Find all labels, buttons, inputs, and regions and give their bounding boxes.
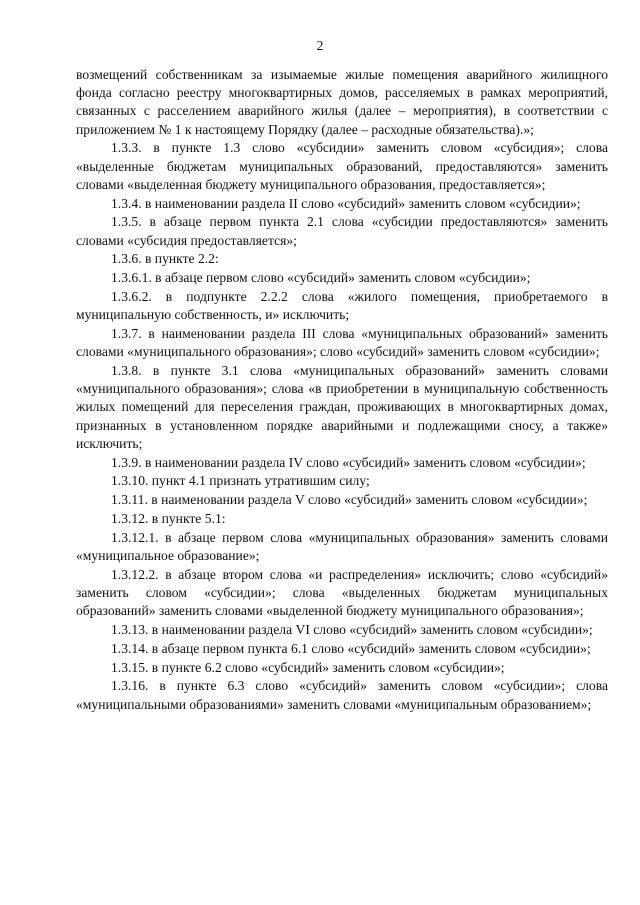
paragraph-1-3-11: 1.3.11. в наименовании раздела V слово «субсидий» заменить словом «субсидии»; — [111, 492, 588, 508]
paragraph-1-3-7: 1.3.7. в наименовании раздела III слова «муниципальных образований» заменить словами «муниципального образования»; слово «субсидий» заменить словом «субсидии»; — [76, 326, 608, 360]
paragraph-continuation: возмещений собственникам за изымаемые жилые помещения аварийного жилищного фонда согласно реестру многоквартирных домов, расселяемых в рамках мероприятий, связанных с расселением аварийного жилья (далее – мероприятия), в соответствии с приложением № 1 к настоящему Порядку (далее – расходные обязательства).»; — [76, 67, 608, 137]
paragraph-1-3-3: 1.3.3. в пункте 1.3 слово «субсидии» заменить словом «субсидия»; слова «выделенные бюджетам муниципальных образований, предоставляются» заменить словами «выделенная бюджету муниципального образования, предоставляется»; — [76, 140, 608, 192]
paragraph-1-3-6: 1.3.6. в пункте 2.2: — [111, 251, 219, 267]
paragraph-1-3-13: 1.3.13. в наименовании раздела VI слово «субсидий» заменить словом «субсидии»; — [111, 622, 593, 637]
paragraph-1-3-12-2: 1.3.12.2. в абзаце втором слова «и распределения» исключить; слово «субсидий» заменить словом «субсидии»; слова «выделенных бюджетам муниципальных образований» заменить словами «выделенной бюджету муниципального образования»; — [76, 566, 608, 619]
paragraph-1-3-9: 1.3.9. в наименовании раздела IV слово «субсидий» заменить словом «субсидии»; — [111, 454, 586, 470]
document-body — [76, 66, 608, 714]
paragraph-1-3-15: 1.3.15. в пункте 6.2 слово «субсидий» заменить словом «субсидии»; — [111, 659, 505, 675]
page-number: 2 — [316, 38, 324, 53]
paragraph-1-3-16: 1.3.16. в пункте 6.3 слово «субсидий» заменить словом «субсидии»; слова «муниципальными образованиями» заменить словами «муниципальным образованием»; — [76, 678, 608, 712]
paragraph-1-3-10: 1.3.10. пункт 4.1 признать утратившим силу; — [111, 473, 370, 489]
paragraph-1-3-6-1: 1.3.6.1. в абзаце первом слово «субсидий» заменить словом «субсидии»; — [111, 270, 531, 286]
paragraph-1-3-4: 1.3.4. в наименовании раздела II слово «субсидий» заменить словом «субсидии»; — [111, 195, 581, 211]
paragraph-1-3-12: 1.3.12. в пункте 5.1: — [111, 511, 226, 526]
paragraph-1-3-14: 1.3.14. в абзаце первом пункта 6.1 слово «субсидий» заменить словом «субсидии»; — [111, 640, 591, 656]
paragraph-1-3-6-2: 1.3.6.2. в подпункте 2.2.2 слова «жилого помещения, приобретаемого в муниципальную собственность, и» исключить; — [76, 289, 608, 323]
paragraph-1-3-8: 1.3.8. в пункте 3.1 слова «муниципальных образований» заменить словами «муниципального образования»; слова «в приобретении в муниципальную собственность жилых помещений для переселения граждан, проживающих в многоквартирных домах, признанных в установленном порядке аварийными и подлежащими сносу, а также» исключить; — [76, 363, 608, 451]
paragraph-1-3-5: 1.3.5. в абзаце первом пункта 2.1 слова «субсидии предоставляются» заменить словами «субсидия предоставляется»; — [76, 214, 608, 248]
paragraph-1-3-12-1: 1.3.12.1. в абзаце первом слова «муниципальных образования» заменить словами «муниципальное образование»; — [76, 529, 608, 563]
